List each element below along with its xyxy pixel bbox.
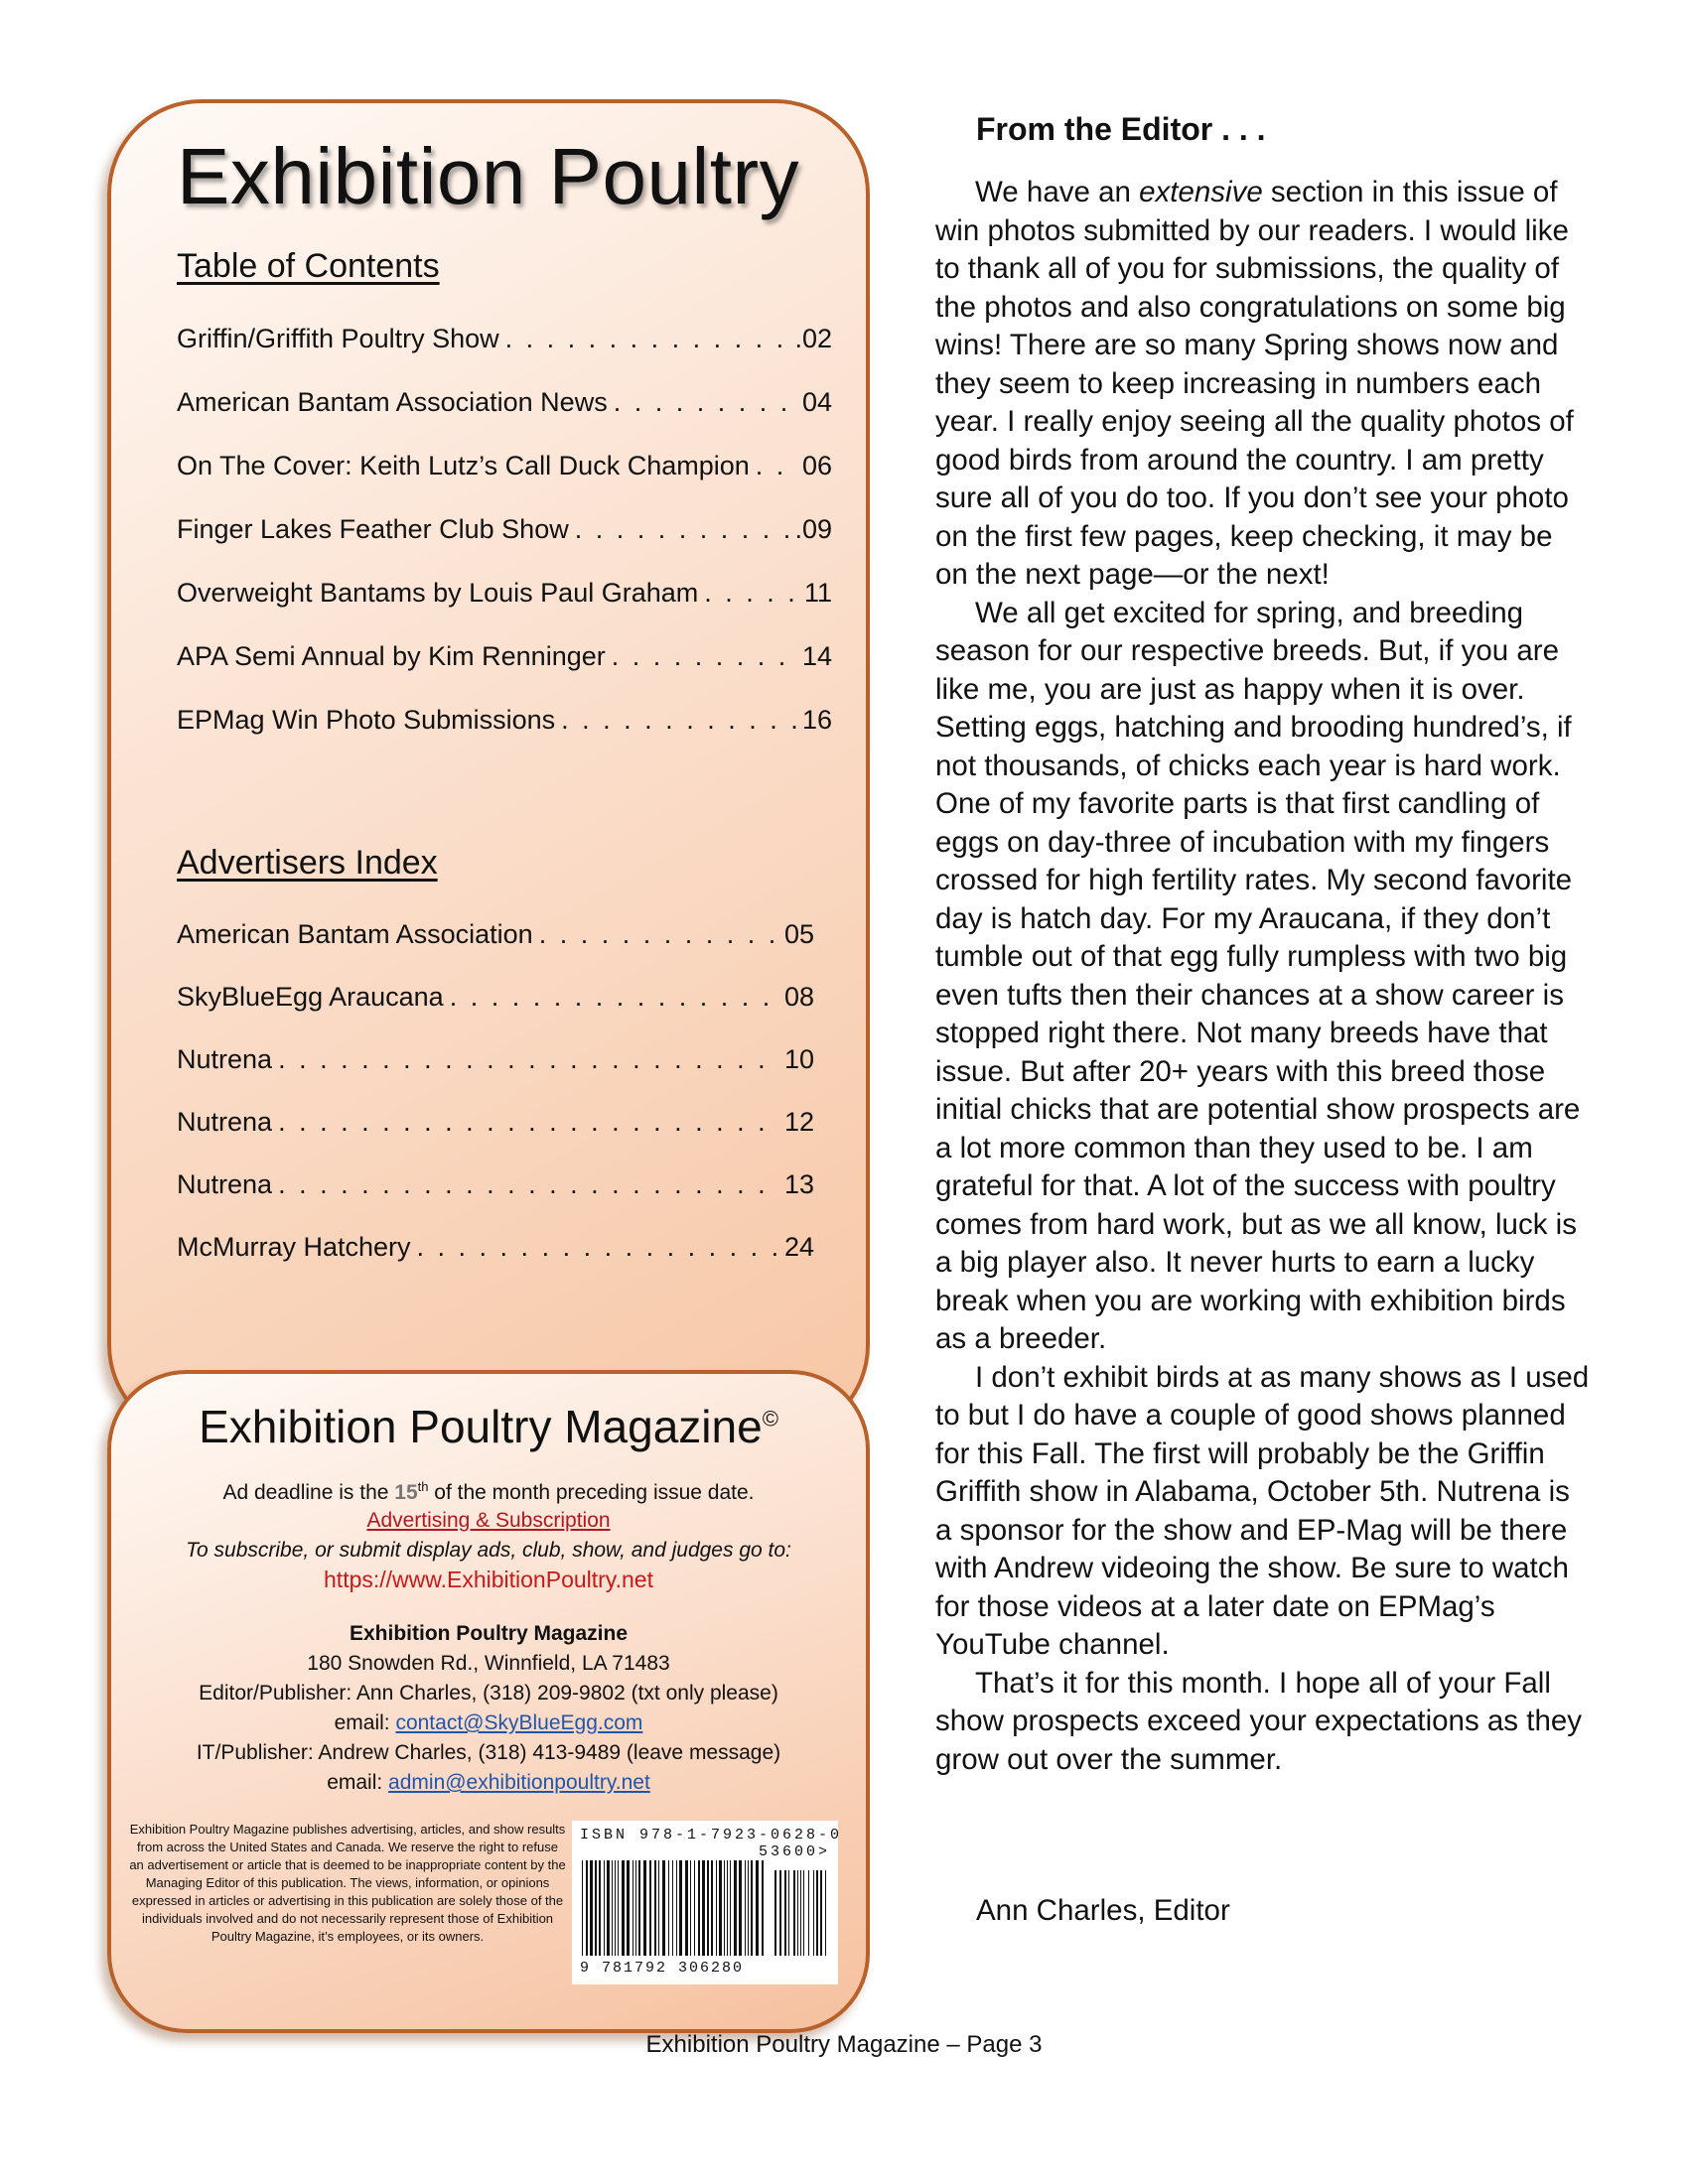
toc-entry [177, 982, 814, 1013]
info-title [111, 1400, 866, 1453]
entry-page-number: 05 [783, 919, 814, 949]
letter-paragraph: We all get excited for spring, and breeding season for our respective breeds. But, if you are like me, you are just as happy when it is over. Setting eggs, hatching and brooding hundred’s, if not thousands, of chicks each year is hard work. One of my favorite parts is that first candling of eggs on day-three of incubation with my fingers crossed for high fertility rates. My second favorite day is hatch day. For my Araucana, if they don’t tumble out of that egg fully rumpless with two big even tufts then their chances at a show career is stopped right there. Not many breeds have that issue. But after 20+ years with this breed those initial chicks that are potential show prospects are a lot more common than they used to be. I am grateful for that. A lot of the success with poultry comes from hard work, but as we all know, luck is a big player also. It never hurts to earn a lucky break when you are working with exhibition birds as a breeder. [935, 596, 1581, 1355]
toc-entry [177, 919, 814, 950]
letter-paragraph: I don’t exhibit birds at as many shows as I used to but I do have a couple of good shows planned for this Fall. The first will probably be the Griffin Griffith show in Alabama, October 5th. Nutrena is a sponsor for the show and EP-Mag will be there with Andrew videoing the show. Be sure to watch for those videos at a later date on EPMag’s YouTube channel. [935, 1360, 1590, 1661]
deadline-suffix: of the month preceding issue date. [428, 1481, 755, 1504]
deadline-ordinal: th [417, 1479, 429, 1494]
entry-page-number: 14 [801, 641, 832, 671]
barcode-number: 9 781792 306280 [580, 1960, 745, 1977]
dot-leader [539, 919, 778, 950]
website-url-link[interactable]: https://www.ExhibitionPoultry.net [324, 1567, 653, 1592]
barcode-addon-bar [803, 1870, 804, 1956]
it-contact: IT/Publisher: Andrew Charles, (318) 413-9489 (leave message) [196, 1741, 781, 1764]
dot-leader [278, 1107, 778, 1138]
barcode-bar [685, 1860, 688, 1956]
barcode-bar [607, 1860, 610, 1956]
barcode-bar [672, 1860, 673, 1956]
org-name: Exhibition Poultry Magazine [349, 1622, 629, 1645]
barcode-bar [658, 1860, 659, 1956]
entry-title: American Bantam Association News [177, 387, 608, 417]
barcode-bar [745, 1860, 746, 1956]
dot-leader [575, 514, 789, 545]
barcode-bar [618, 1860, 619, 1956]
price-code: 53600> [758, 1843, 830, 1860]
entry-title: APA Semi Annual by Kim Renninger [177, 641, 606, 671]
address: 180 Snowden Rd., Winnfield, LA 71483 [307, 1652, 670, 1675]
toc-entry [177, 1107, 814, 1138]
barcode-bar [716, 1860, 717, 1956]
editor-contact: Editor/Publisher: Ann Charles, (318) 209-9802 (txt only please) [199, 1682, 778, 1705]
barcode-bar [649, 1860, 651, 1956]
dot-leader [704, 578, 798, 609]
entry-title: Nutrena [177, 1169, 273, 1199]
toc-entry [177, 1044, 814, 1075]
entry-title: On The Cover: Keith Lutz’s Call Duck Champion [177, 451, 750, 480]
barcode-bar [739, 1860, 742, 1956]
barcode-addon-bar [774, 1870, 776, 1956]
barcode-addon-bar [797, 1870, 798, 1956]
editor-heading: From the Editor . . . [976, 111, 1266, 147]
barcode-bar [662, 1860, 665, 1956]
barcode-addon-bar [825, 1870, 826, 1956]
p1-emphasis: extensive [1139, 176, 1263, 208]
editor-signature: Ann Charles, Editor [976, 1894, 1230, 1927]
isbn-barcode [572, 1821, 843, 1984]
barcode-addon-bar [779, 1870, 781, 1956]
it-email-link[interactable]: admin@exhibitionpoultry.net [388, 1771, 650, 1794]
entry-page-number: 08 [783, 982, 814, 1012]
toc-heading: Table of Contents [177, 247, 440, 285]
disclaimer-text: Exhibition Poultry Magazine publishes advertising, articles, and show results from across the United States and Canada. We reserve the right to refuse an advertisement or article that is deemed to be inappropriate content by the Managing Editor of this publication. The views, information, or opinions expressed in articles or advertising in this publication are solely those of the individuals involved and do not necessarily represent those of Exhibition Poultry Magazine, it’s employees, or its owners. [129, 1822, 566, 1944]
barcode-bar [643, 1860, 646, 1956]
barcode-addon-bar [784, 1870, 786, 1956]
barcode-bar [679, 1860, 682, 1956]
barcode-addon-bar [793, 1870, 795, 1956]
barcode-bar [751, 1860, 753, 1956]
barcode-bar [586, 1860, 588, 1956]
barcode-bar [635, 1860, 636, 1956]
barcode-bar [724, 1860, 725, 1956]
toc-entry [177, 641, 832, 672]
barcode-bar [590, 1860, 593, 1956]
barcode-bar [638, 1860, 640, 1956]
entry-page-number: 24 [783, 1232, 814, 1262]
barcode-bar [707, 1860, 709, 1956]
barcode-bar [615, 1860, 616, 1956]
entry-page-number: 10 [783, 1044, 814, 1074]
page-footer: Exhibition Poultry Magazine – Page 3 [645, 2031, 1043, 2058]
barcode-bar [756, 1860, 759, 1956]
barcode-addon-bar [813, 1870, 814, 1956]
dot-leader [278, 1044, 778, 1075]
barcode-bar [694, 1860, 695, 1956]
toc-entry [177, 1232, 814, 1263]
entry-title: Finger Lakes Feather Club Show [177, 514, 569, 544]
barcode-addon-bar [788, 1870, 789, 1956]
copyright-symbol: © [762, 1406, 778, 1432]
barcode-addon-bar [800, 1870, 801, 1956]
entry-title: SkyBlueEgg Araucana [177, 982, 444, 1012]
barcode-addon-bar [816, 1870, 818, 1956]
letter-paragraph: That’s it for this month. I hope all of your Fall show prospects exceed your expectations as they grow out over the summer. [935, 1666, 1583, 1776]
barcode-bar [595, 1860, 597, 1956]
barcode-bar [690, 1860, 691, 1956]
barcode-bar [702, 1860, 705, 1956]
barcode-bar [668, 1860, 669, 1956]
dot-leader [561, 705, 796, 736]
toc-entry [177, 705, 832, 736]
entry-page-number: 16 [801, 705, 832, 735]
barcode-bar [698, 1860, 700, 1956]
dot-leader [505, 324, 789, 354]
barcode-bar [719, 1860, 722, 1956]
toc-entry [177, 324, 832, 354]
dot-leader [417, 1232, 778, 1263]
entry-page-number: 11 [803, 578, 832, 608]
toc-entry [177, 451, 832, 481]
website-url-row [111, 1567, 866, 1593]
entry-page-number: 06 [801, 451, 832, 480]
dot-leader [756, 451, 796, 481]
editor-email-row [111, 1711, 866, 1735]
barcode-graphic [580, 1860, 830, 1960]
dot-leader [614, 387, 796, 418]
table-of-contents-panel [107, 99, 870, 1439]
barcode-bar [612, 1860, 613, 1956]
it-email-row [111, 1771, 866, 1795]
barcode-bar [622, 1860, 625, 1956]
entry-page-number: .02 [794, 324, 832, 353]
barcode-bar [676, 1860, 677, 1956]
entry-page-number: .09 [794, 514, 832, 544]
entry-title: Nutrena [177, 1044, 273, 1074]
isbn-text: ISBN 978-1-7923-0628-0 [580, 1827, 843, 1843]
entry-title: EPMag Win Photo Submissions [177, 705, 556, 735]
barcode-addon-bar [808, 1870, 809, 1956]
letter-paragraph [935, 174, 1591, 595]
entry-page-number: 04 [801, 387, 832, 417]
toc-list [177, 324, 832, 768]
toc-entry [177, 1169, 814, 1200]
barcode-bar [734, 1860, 737, 1956]
p1-rest: section in this issue of win photos submitted by our readers. I would like to thank all of you for submissions, the quality of the photos and also congratulations on some big wins! There are so many Spring shows now and they seem to keep increasing in numbers each year. I really enjoy seeing all the quality photos of good birds from around the country. I am pretty sure all of you do too. If you don’t see your photo on the first few pages, keep checking, it may be on the next page—or the next! [935, 176, 1574, 591]
editor-letter [935, 174, 1591, 1779]
barcode-bar [582, 1860, 583, 1956]
dot-leader [450, 982, 778, 1013]
deadline-day: 15 [394, 1481, 418, 1504]
dot-leader [612, 641, 796, 672]
toc-entry [177, 578, 832, 609]
barcode-bar [599, 1860, 601, 1956]
deadline-prefix: Ad deadline is the [222, 1481, 395, 1504]
subscribe-text: To subscribe, or submit display ads, club, show, and judges go to: [186, 1539, 791, 1562]
barcode-bar [654, 1860, 656, 1956]
email-label: email: [327, 1771, 389, 1794]
entry-page-number: 13 [783, 1169, 814, 1199]
info-title-text: Exhibition Poultry Magazine [199, 1401, 763, 1452]
p1-start: We have an [975, 176, 1140, 208]
barcode-bar [627, 1860, 630, 1956]
barcode-addon-bar [820, 1870, 822, 1956]
advertisers-list [177, 919, 814, 1295]
toc-entry [177, 514, 832, 545]
entry-title: American Bantam Association [177, 919, 533, 949]
barcode-bar [762, 1860, 764, 1956]
barcode-bar [604, 1860, 605, 1956]
editor-email-link[interactable]: contact@SkyBlueEgg.com [395, 1711, 643, 1734]
barcode-bar [748, 1860, 749, 1956]
email-label: email: [334, 1711, 396, 1734]
barcode-bar [711, 1860, 713, 1956]
entry-title: Nutrena [177, 1107, 273, 1137]
entry-title: McMurray Hatchery [177, 1232, 411, 1262]
magazine-info-panel [107, 1370, 870, 2033]
advertising-subscription-link-row [111, 1509, 866, 1533]
barcode-bar [727, 1860, 728, 1956]
entry-title: Overweight Bantams by Louis Paul Graham [177, 578, 699, 608]
barcode-bar [730, 1860, 731, 1956]
toc-entry [177, 387, 832, 418]
entry-page-number: 12 [783, 1107, 814, 1137]
magazine-title: Exhibition Poultry [177, 132, 800, 220]
advertising-subscription-link[interactable]: Advertising & Subscription [366, 1509, 611, 1532]
dot-leader [278, 1169, 778, 1200]
entry-title: Griffin/Griffith Poultry Show [177, 324, 499, 353]
ad-deadline [111, 1479, 866, 1505]
advertisers-heading: Advertisers Index [177, 844, 438, 882]
